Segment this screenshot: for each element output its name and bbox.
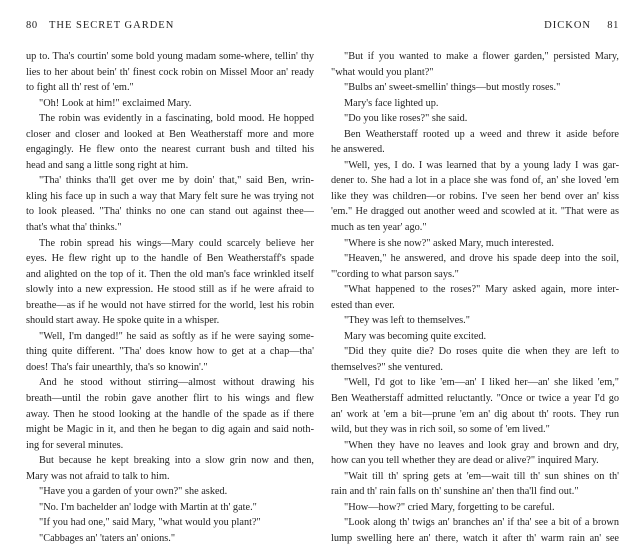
text-line: "Do you like roses?" she said.: [344, 113, 468, 125]
text-line: ested than ever.: [331, 299, 395, 311]
right-page-number: 81: [607, 20, 619, 31]
text-line: "Well, I'd got to like 'em—an' I liked her—an' she liked 'em,": [344, 377, 619, 389]
text-line: themselves?" she ventured.: [331, 361, 443, 373]
text-line: "Cabbages an' 'taters an' onions.": [39, 532, 176, 544]
left-page-text: [26, 49, 314, 547]
right-running-head: [331, 20, 619, 34]
text-line: "How—how?" cried Mary, forgetting to be careful.: [344, 501, 555, 513]
text-line: to fight all th' rest of 'em.": [26, 82, 134, 94]
text-line: breath—until the robin gave another flirt to his wings and flew: [26, 393, 314, 405]
text-line: "No. I'm bachelder an' lodge with Martin at th' gate.": [39, 501, 257, 513]
text-line: might be Magic in it, and then he began to dig again and said noth-: [26, 424, 314, 436]
text-line: breathe—as if he would not have stirred for the world, lest his robin: [26, 299, 314, 311]
text-line: closer and closer and looked at Ben Weatherstaff more and more: [26, 128, 314, 140]
text-line: he answered.: [331, 144, 385, 156]
text-line: slowly into a new expression. He stood still as if he were afraid to: [26, 284, 314, 296]
text-line: rain and th' rain falls on th' sunshine an' then tha'll find out.": [331, 486, 579, 498]
text-line: ing for several minutes.: [26, 439, 124, 451]
text-line: does! Tha's fair unearthly, tha's so knowin'.": [26, 361, 208, 373]
text-line: Ben Weatherstaff rooted up a weed and threw it aside before: [344, 128, 619, 140]
text-line: 'em." He dragged out another weed and scowled at it. "That were as: [331, 206, 619, 218]
text-line: "Well, I'm danged!" he said as softly as if he were saying some-: [39, 330, 314, 342]
text-line: "Tha' thinks tha'll get over me by doin' that," said Ben, wrin-: [39, 175, 314, 187]
text-line: Ben Weatherstaff admitted reluctantly. "Once or twice a year I'd go: [331, 393, 619, 405]
text-line: should start away. He spoke quite in a whisper.: [26, 315, 220, 327]
text-line: lump swelling here an' there, watch it after th' warm rain an' see: [331, 532, 619, 544]
text-line: to look pleased. "Tha' thinks no one can stand out against thee—: [26, 206, 314, 218]
text-line: and alighted on the top of it. Then the old man's face wrinkled itself: [26, 268, 314, 280]
text-line: Mary's face lighted up.: [344, 97, 439, 109]
right-page: [331, 0, 619, 544]
text-line: up to. Tha's courtin' some bold young madam some-where, tellin' thy: [26, 51, 314, 62]
text-line: "Oh! Look at him!" exclaimed Mary.: [39, 97, 192, 109]
text-line: how can you tell whether they are dead or alive?" inquired Mary.: [331, 455, 599, 467]
text-line: "Wait till th' spring gets at 'em—wait till th' sun shines on th': [344, 470, 619, 482]
text-line: like they was children—or robins. I've seen her bend over an' kiss: [331, 190, 619, 202]
text-line: The robin spread his wings—Mary could scarcely believe her: [39, 237, 314, 249]
text-line: thing quite different. "Tha' does know how to get at a chap—tha': [26, 346, 314, 358]
text-line: "If you had one," said Mary, "what would you plant?": [39, 517, 261, 529]
text-line: an' work at 'em a bit—prune 'em an' dig about th' roots. They run: [331, 408, 619, 420]
right-page-text: [331, 49, 619, 547]
text-line: And he stood without stirring—almost without drawing his: [39, 377, 314, 389]
text-line: eyes. He flew right up to the handle of Ben Weatherstaff's spade: [26, 253, 314, 265]
text-line: "Well, yes, I do. I was learned that by a young lady I was gar-: [344, 159, 619, 171]
text-line: engagingly. He flew onto the nearest currant bush and tilted his: [26, 144, 314, 156]
text-line: "Heaven," he answered, and drove his spade deep into the soil,: [344, 253, 619, 265]
text-line: dener to. She had a lot in a place she was fond of, an' she loved 'em: [331, 175, 619, 187]
text-line: wild, but they was in rich soil, so some of 'em lived.": [331, 424, 550, 436]
text-line: Mary was becoming quite excited.: [344, 330, 487, 342]
text-line: "But if you wanted to make a flower garden," persisted Mary,: [344, 51, 619, 62]
text-line: "'cording to what parson says.": [331, 268, 459, 280]
left-page: [26, 0, 314, 544]
text-line: head and sang a little song right at him.: [26, 159, 189, 171]
text-line: lies to her about bein' th' finest cock robin on Missel Moor an' ready: [26, 66, 314, 78]
text-line: "Have you a garden of your own?" she asked.: [39, 486, 228, 498]
text-line: The robin was evidently in a fascinating, bold mood. He hopped: [39, 113, 314, 125]
text-line: "When they have no leaves and look gray and brown and dry,: [344, 439, 619, 451]
text-line: But because he kept breaking into a slow grin now and then,: [39, 455, 314, 467]
text-line: "Look along th' twigs an' branches an' if tha' see a bit of a brown: [344, 517, 619, 529]
left-running-head: [26, 20, 314, 34]
left-page-number: 80: [26, 20, 38, 31]
text-line: away. Then he stood looking at the handle of the spade as if there: [26, 408, 314, 420]
text-line: "What happened to the roses?" Mary asked again, more inter-: [344, 284, 619, 296]
text-line: "Did they quite die? Do roses quite die when they are left to: [344, 346, 619, 358]
text-line: "what would you plant?": [331, 66, 434, 78]
text-line: kling his face up in such a way that Mary felt sure he was trying not: [26, 190, 314, 202]
left-running-title: THE SECRET GARDEN: [49, 20, 175, 31]
text-line: that's what tha' thinks.": [26, 222, 122, 234]
right-running-title: DICKON: [544, 20, 591, 31]
text-line: "Where is she now?" asked Mary, much interested.: [344, 237, 554, 249]
text-line: "Bulbs an' sweet-smellin' things—but mostly roses.": [344, 82, 561, 94]
text-line: Mary was not afraid to talk to him.: [26, 470, 170, 482]
text-line: "They was left to themselves.": [344, 315, 470, 327]
text-line: much as ten year' ago.": [331, 222, 427, 234]
